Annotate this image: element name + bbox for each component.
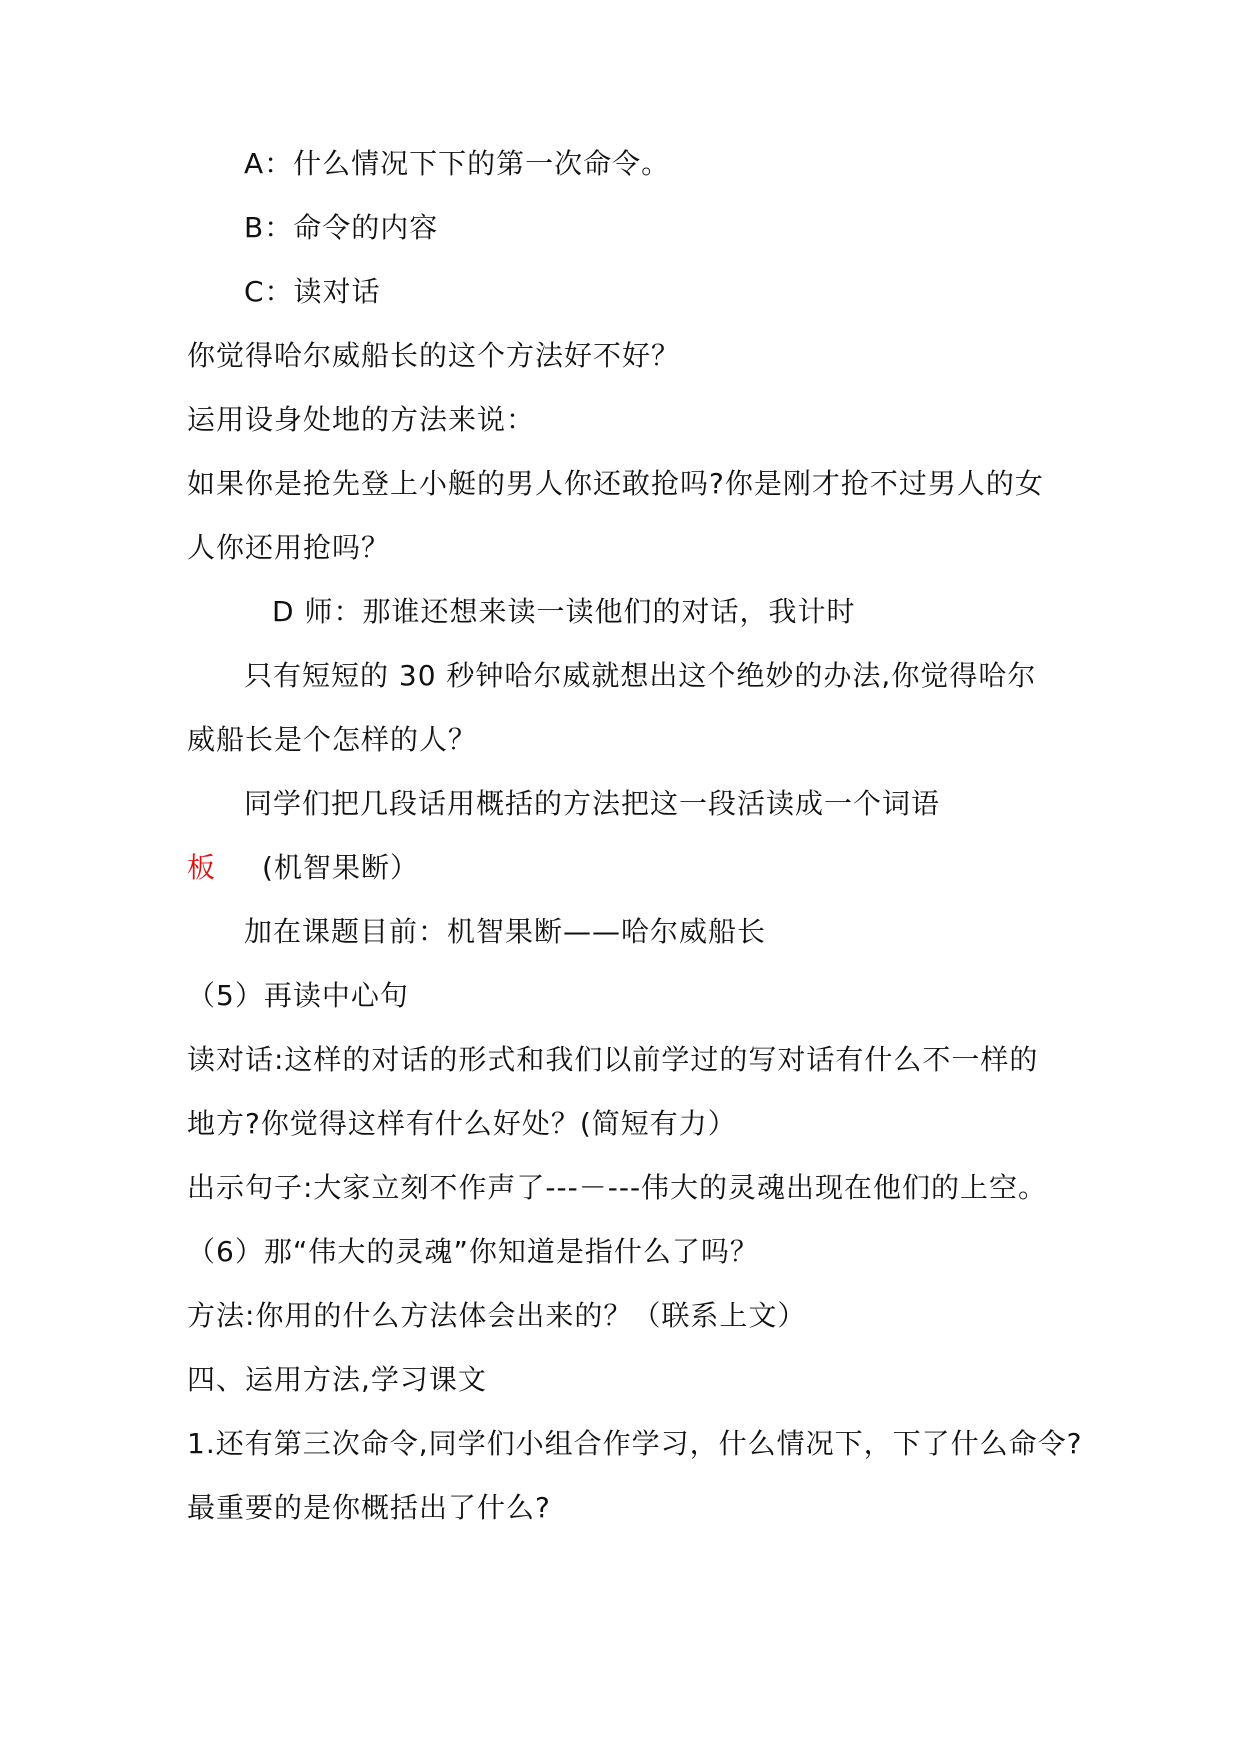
outline-item-b: B：命令的内容 — [244, 211, 439, 244]
section-heading: （6）那“伟大的灵魂”你知道是指什么了吗？ — [187, 1235, 759, 1268]
board-note: (机智果断） — [262, 851, 419, 884]
section-heading: （5）再读中心句 — [187, 979, 409, 1012]
outline-item-d: D 师：那谁还想来读一读他们的对话，我计时 — [272, 595, 856, 628]
board-marker: 板 — [187, 851, 217, 884]
paragraph-line: 人你还用抢吗？ — [187, 531, 391, 564]
board-note-line — [187, 848, 419, 888]
paragraph-line: 1.还有第三次命令,同学们小组合作学习，什么情况下，下了什么命令? — [187, 1427, 1083, 1460]
paragraph-line: 出示句子:大家立刻不作声了---－---伟大的灵魂出现在他们的上空。 — [187, 1171, 1048, 1204]
outline-item-c: C：读对话 — [244, 275, 381, 308]
outline-item-a: A：什么情况下下的第一次命令。 — [244, 147, 671, 180]
paragraph-line: 地方?你觉得这样有什么好处？(简短有力） — [187, 1107, 737, 1140]
paragraph-line: 威船长是个怎样的人？ — [187, 723, 478, 756]
paragraph-line: 如果你是抢先登上小艇的男人你还敢抢吗?你是刚才抢不过男人的女 — [187, 467, 1044, 500]
paragraph-line: 读对话:这样的对话的形式和我们以前学过的写对话有什么不一样的 — [187, 1043, 1039, 1076]
paragraph-line: 你觉得哈尔威船长的这个方法好不好？ — [187, 339, 681, 372]
paragraph-line: 运用设身处地的方法来说： — [187, 403, 536, 436]
section-heading: 四、运用方法,学习课文 — [187, 1363, 487, 1396]
paragraph-line: 最重要的是你概括出了什么? — [187, 1491, 551, 1524]
paragraph-line: 方法:你用的什么方法体会出来的？（联系上文） — [187, 1299, 807, 1332]
paragraph-line: 只有短短的 30 秒钟哈尔威就想出这个绝妙的办法,你觉得哈尔 — [244, 659, 1037, 692]
paragraph-line: 同学们把几段话用概括的方法把这一段活读成一个词语 — [244, 787, 941, 820]
paragraph-line: 加在课题目前：机智果断——哈尔威船长 — [244, 915, 767, 948]
